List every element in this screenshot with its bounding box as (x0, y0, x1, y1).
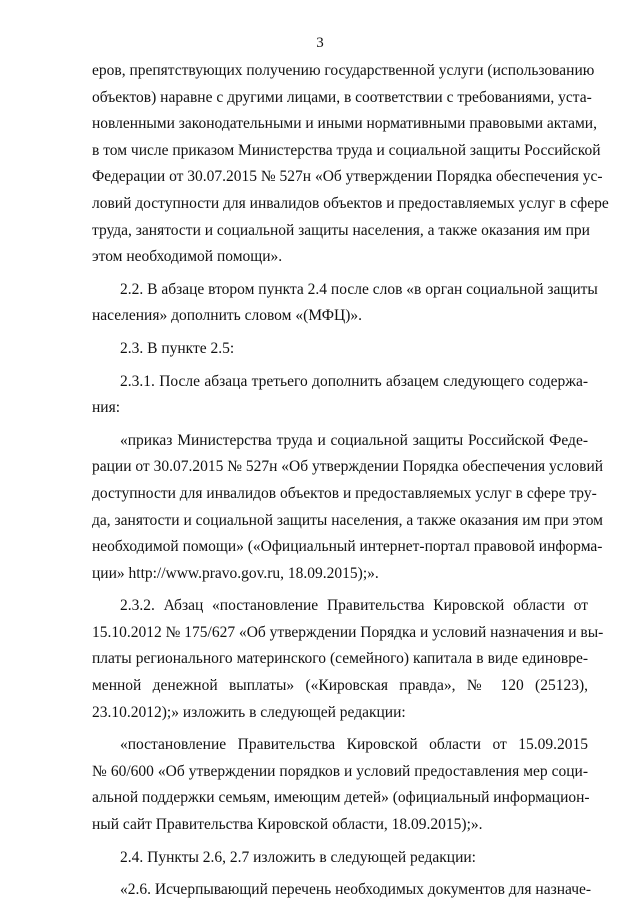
text-line: 2.3.2. Абзац «постановление Правительства Кировской области от (120, 597, 588, 615)
text-line: новленными законодательными и иными нормативными правовыми актами, (92, 115, 597, 133)
paragraph-2-6 (92, 877, 592, 904)
text-line: альной поддержки семьям, имеющим детей» (официальный информацион- (92, 789, 590, 807)
paragraph-continuation (92, 58, 609, 271)
text-line: 15.10.2012 № 175/627 «Об утверждении Порядка и условий назначения и вы- (92, 623, 604, 641)
text-line: 2.3. В пункте 2.5: (120, 339, 235, 357)
text-line: рации от 30.07.2015 № 527н «Об утверждении Порядка обеспечения условий (92, 458, 604, 476)
text-line: № 60/600 «Об утверждении порядков и условий предоставления мер соци- (92, 762, 588, 780)
text-line: 2.2. В абзаце втором пункта 2.4 после слов «в орган социальной защиты (120, 280, 598, 298)
text-line: этом необходимой помощи». (92, 248, 283, 266)
text-line: 2.4. Пункты 2.6, 2.7 изложить в следующей редакции: (120, 848, 476, 866)
document-body (92, 58, 609, 904)
paragraph-2-3-2 (92, 593, 604, 726)
text-line: платы регионального материнского (семейного) капитала в виде единовре- (92, 650, 588, 668)
text-line: необходимой помощи» («Официальный интернет-портал правовой информа- (92, 538, 603, 556)
text-line: Федерации от 30.07.2015 № 527н «Об утверждении Порядка обеспечения ус- (92, 168, 603, 186)
text-line: объектов) наравне с другими лицами, в соответствии с требованиями, уста- (92, 88, 592, 106)
text-line: «приказ Министерства труда и социальной защиты Российской Феде- (120, 431, 588, 449)
paragraph-2-3 (92, 336, 588, 363)
text-line: ции» http://www.pravo.gov.ru, 18.09.2015);». (92, 564, 379, 582)
text-line: еров, препятствующих получению государственной услуги (использованию (92, 62, 595, 79)
text-line: труда, занятости и социальной защиты населения, а также оказания им при (92, 221, 590, 239)
page-number: 3 (316, 35, 324, 51)
text-line: доступности для инвалидов объектов и предоставляемых услуг в сфере тру- (92, 484, 597, 502)
paragraph-quoted-resolution (92, 732, 588, 838)
text-line: в том числе приказом Министерства труда и социальной защиты Российской (92, 141, 601, 159)
text-line: населения» дополнить словом «(МФЦ)». (92, 307, 363, 325)
text-line: менной денежной выплаты» («Кировская правда», № 120 (25123), (92, 677, 588, 695)
text-line: да, занятости и социальной защиты населения, а также оказания им при этом (92, 511, 603, 529)
paragraph-2-3-1 (92, 369, 588, 422)
paragraph-2-2 (92, 277, 598, 330)
text-line: 23.10.2012);» изложить в следующей редакции: (92, 703, 406, 721)
paragraph-quoted-order (92, 428, 604, 588)
paragraph-2-4 (92, 845, 588, 872)
text-line: «2.6. Исчерпывающий перечень необходимых документов для назначе- (120, 881, 592, 899)
text-line: 2.3.1. После абзаца третьего дополнить абзацем следующего содержа- (120, 372, 588, 390)
text-line: ловий доступности для инвалидов объектов и предоставляемых услуг в сфере (92, 194, 609, 212)
text-line: «постановление Правительства Кировской области от 15.09.2015 (120, 736, 588, 754)
text-line: ный сайт Правительства Кировской области, 18.09.2015);». (92, 816, 483, 834)
text-line: ния: (92, 399, 121, 417)
